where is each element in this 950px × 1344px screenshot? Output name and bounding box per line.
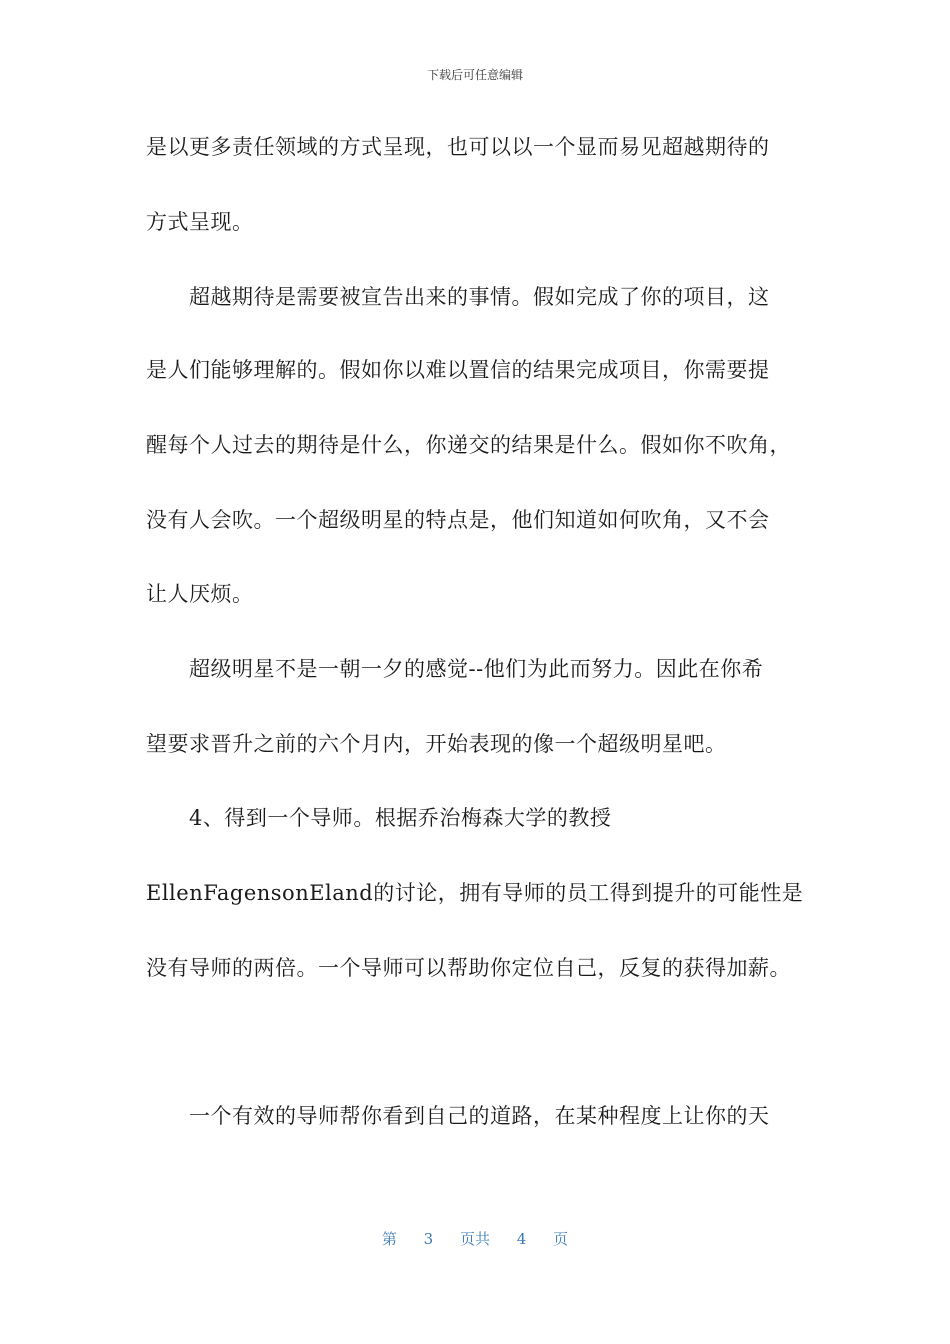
paragraph-line: 没有人会吹。一个超级明星的特点是，他们知道如何吹角，又不会 <box>146 508 770 532</box>
page-footer <box>0 1228 950 1249</box>
paragraph-line: 是人们能够理解的。假如你以难以置信的结果完成项目，你需要提 <box>146 358 770 382</box>
paragraph-line: 醒每个人过去的期待是什么，你递交的结果是什么。假如你不吹角， <box>146 433 791 457</box>
paragraph-line: 望要求晋升之前的六个月内，开始表现的像一个超级明星吧。 <box>146 732 727 756</box>
page-label-middle: 页共 <box>459 1230 490 1248</box>
total-pages-number: 4 <box>516 1230 527 1248</box>
paragraph-line: 让人厌烦。 <box>146 582 254 606</box>
paragraph-line: 超越期待是需要被宣告出来的事情。假如完成了你的项目，这 <box>189 285 770 309</box>
paragraph-line: 没有导师的两倍。一个导师可以帮助你定位自己，反复的获得加薪。 <box>146 956 791 980</box>
paragraph-line: EllenFagensonEland的讨论，拥有导师的员工得到提升的可能性是 <box>146 881 804 905</box>
paragraph-line: 4、得到一个导师。根据乔治梅森大学的教授 <box>189 806 612 830</box>
paragraph-line: 超级明星不是一朝一夕的感觉--他们为此而努力。因此在你希 <box>189 657 764 681</box>
current-page-number: 3 <box>423 1230 434 1248</box>
paragraph-line: 是以更多责任领域的方式呈现，也可以以一个显而易见超越期待的 <box>146 135 770 159</box>
page-label-suffix: 页 <box>553 1230 569 1248</box>
paragraph-line: 方式呈现。 <box>146 210 254 234</box>
header-note: 下载后可任意编辑 <box>426 68 523 82</box>
paragraph-line: 一个有效的导师帮你看到自己的道路，在某种程度上让你的天 <box>189 1104 770 1128</box>
page-label-prefix: 第 <box>381 1230 397 1248</box>
